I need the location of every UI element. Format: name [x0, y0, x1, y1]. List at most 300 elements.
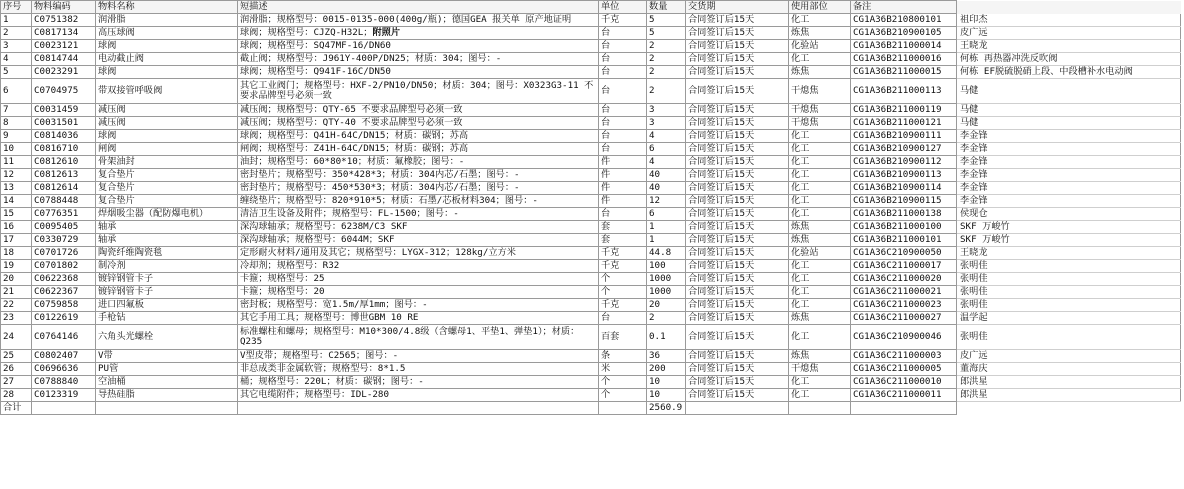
unit-cell[interactable]: [599, 117, 647, 130]
table-row[interactable]: [1, 286, 1181, 299]
department-cell[interactable]: [789, 79, 851, 104]
description-cell[interactable]: [238, 66, 599, 79]
description-cell[interactable]: [238, 286, 599, 299]
row-number-cell[interactable]: [1, 260, 32, 273]
quantity-cell[interactable]: [647, 169, 686, 182]
remark-cell[interactable]: [851, 350, 957, 363]
quantity-cell[interactable]: [647, 312, 686, 325]
description-cell[interactable]: [238, 376, 599, 389]
delivery-cell[interactable]: [686, 273, 789, 286]
table-row[interactable]: [1, 325, 1181, 350]
extra-note-cell[interactable]: 李金锋: [957, 195, 1181, 208]
material-name-cell[interactable]: [96, 234, 238, 247]
material-name-cell[interactable]: [96, 169, 238, 182]
row-number-cell[interactable]: [1, 389, 32, 402]
department-cell[interactable]: [789, 66, 851, 79]
material-code-cell[interactable]: [32, 104, 96, 117]
delivery-cell[interactable]: [686, 234, 789, 247]
unit-cell[interactable]: [599, 14, 647, 27]
row-number-cell[interactable]: [1, 273, 32, 286]
material-name-cell[interactable]: [96, 53, 238, 66]
department-cell[interactable]: [789, 273, 851, 286]
unit-cell[interactable]: [599, 130, 647, 143]
quantity-cell[interactable]: [647, 156, 686, 169]
material-code-cell[interactable]: [32, 260, 96, 273]
table-row[interactable]: [1, 312, 1181, 325]
extra-note-cell[interactable]: 王晓龙: [957, 40, 1181, 53]
material-name-cell[interactable]: [96, 221, 238, 234]
delivery-cell[interactable]: [686, 376, 789, 389]
delivery-cell[interactable]: [686, 27, 789, 40]
remark-cell[interactable]: [851, 234, 957, 247]
material-code-cell[interactable]: [32, 376, 96, 389]
description-cell[interactable]: [238, 79, 599, 104]
material-name-cell[interactable]: [96, 79, 238, 104]
quantity-cell[interactable]: [647, 104, 686, 117]
unit-cell[interactable]: [599, 260, 647, 273]
delivery-cell[interactable]: [686, 247, 789, 260]
description-cell[interactable]: [238, 182, 599, 195]
material-name-cell[interactable]: [96, 66, 238, 79]
unit-cell[interactable]: [599, 79, 647, 104]
department-cell[interactable]: [789, 169, 851, 182]
extra-note-cell[interactable]: 侯现仓: [957, 208, 1181, 221]
quantity-cell[interactable]: [647, 389, 686, 402]
unit-cell[interactable]: [599, 221, 647, 234]
unit-cell[interactable]: [599, 286, 647, 299]
extra-note-cell[interactable]: SKF 万峻竹: [957, 234, 1181, 247]
quantity-cell[interactable]: [647, 273, 686, 286]
delivery-cell[interactable]: [686, 350, 789, 363]
remark-cell[interactable]: [851, 247, 957, 260]
row-number-cell[interactable]: [1, 312, 32, 325]
table-row[interactable]: [1, 363, 1181, 376]
delivery-cell[interactable]: [686, 130, 789, 143]
description-cell[interactable]: [238, 156, 599, 169]
department-cell[interactable]: [789, 156, 851, 169]
row-number-cell[interactable]: [1, 40, 32, 53]
table-row[interactable]: [1, 27, 1181, 40]
row-number-cell[interactable]: [1, 376, 32, 389]
extra-note-cell[interactable]: 张明佳: [957, 325, 1181, 350]
delivery-cell[interactable]: [686, 221, 789, 234]
extra-note-cell[interactable]: 何栋 EF脱硫脱硝上段、中段槽补水电动阀: [957, 66, 1181, 79]
extra-note-cell[interactable]: 温学起: [957, 312, 1181, 325]
department-cell[interactable]: [789, 53, 851, 66]
row-number-cell[interactable]: [1, 117, 32, 130]
table-row[interactable]: [1, 208, 1181, 221]
material-code-cell[interactable]: [32, 208, 96, 221]
table-row[interactable]: [1, 389, 1181, 402]
material-code-cell[interactable]: [32, 66, 96, 79]
material-name-cell[interactable]: [96, 312, 238, 325]
material-name-cell[interactable]: [96, 104, 238, 117]
table-row[interactable]: [1, 182, 1181, 195]
extra-note-cell[interactable]: 马健: [957, 104, 1181, 117]
material-code-cell[interactable]: [32, 350, 96, 363]
delivery-cell[interactable]: [686, 389, 789, 402]
material-code-cell[interactable]: [32, 325, 96, 350]
delivery-cell[interactable]: [686, 79, 789, 104]
row-number-cell[interactable]: [1, 325, 32, 350]
department-cell[interactable]: [789, 130, 851, 143]
material-code-cell[interactable]: [32, 27, 96, 40]
extra-note-cell[interactable]: 祖印杰: [957, 14, 1181, 27]
quantity-cell[interactable]: [647, 286, 686, 299]
quantity-cell[interactable]: [647, 79, 686, 104]
quantity-cell[interactable]: [647, 53, 686, 66]
table-row[interactable]: [1, 66, 1181, 79]
row-number-cell[interactable]: [1, 66, 32, 79]
quantity-cell[interactable]: [647, 350, 686, 363]
material-code-cell[interactable]: [32, 286, 96, 299]
table-row[interactable]: [1, 104, 1181, 117]
quantity-cell[interactable]: [647, 325, 686, 350]
row-number-cell[interactable]: [1, 169, 32, 182]
table-row[interactable]: [1, 221, 1181, 234]
extra-note-cell[interactable]: 何栋 再热器冲洗反吹阀: [957, 53, 1181, 66]
material-name-cell[interactable]: [96, 40, 238, 53]
material-name-cell[interactable]: [96, 182, 238, 195]
department-cell[interactable]: [789, 117, 851, 130]
unit-cell[interactable]: [599, 27, 647, 40]
table-row[interactable]: [1, 14, 1181, 27]
department-cell[interactable]: [789, 40, 851, 53]
table-row[interactable]: [1, 156, 1181, 169]
department-cell[interactable]: [789, 195, 851, 208]
description-cell[interactable]: [238, 299, 599, 312]
row-number-cell[interactable]: [1, 130, 32, 143]
remark-cell[interactable]: [851, 221, 957, 234]
quantity-cell[interactable]: [647, 117, 686, 130]
row-number-cell[interactable]: [1, 363, 32, 376]
table-row[interactable]: [1, 376, 1181, 389]
unit-cell[interactable]: [599, 169, 647, 182]
description-cell[interactable]: [238, 234, 599, 247]
table-row[interactable]: [1, 273, 1181, 286]
department-cell[interactable]: [789, 234, 851, 247]
quantity-cell[interactable]: [647, 182, 686, 195]
unit-cell[interactable]: [599, 156, 647, 169]
unit-cell[interactable]: [599, 312, 647, 325]
department-cell[interactable]: [789, 104, 851, 117]
table-row[interactable]: [1, 247, 1181, 260]
table-row[interactable]: [1, 234, 1181, 247]
material-name-cell[interactable]: [96, 363, 238, 376]
department-cell[interactable]: [789, 27, 851, 40]
row-number-cell[interactable]: [1, 221, 32, 234]
extra-note-cell[interactable]: 李金锋: [957, 143, 1181, 156]
delivery-cell[interactable]: [686, 363, 789, 376]
remark-cell[interactable]: [851, 53, 957, 66]
description-cell[interactable]: [238, 104, 599, 117]
table-row[interactable]: [1, 130, 1181, 143]
department-cell[interactable]: [789, 208, 851, 221]
description-cell[interactable]: [238, 260, 599, 273]
row-number-cell[interactable]: [1, 14, 32, 27]
material-name-cell[interactable]: [96, 14, 238, 27]
material-name-cell[interactable]: [96, 260, 238, 273]
quantity-cell[interactable]: [647, 66, 686, 79]
department-cell[interactable]: [789, 389, 851, 402]
table-row[interactable]: [1, 143, 1181, 156]
extra-note-cell[interactable]: SKF 万峻竹: [957, 221, 1181, 234]
row-number-cell[interactable]: [1, 104, 32, 117]
remark-cell[interactable]: [851, 143, 957, 156]
extra-note-cell[interactable]: 张明佳: [957, 299, 1181, 312]
delivery-cell[interactable]: [686, 117, 789, 130]
extra-note-cell[interactable]: 马健: [957, 79, 1181, 104]
remark-cell[interactable]: [851, 376, 957, 389]
delivery-cell[interactable]: [686, 260, 789, 273]
row-number-cell[interactable]: [1, 208, 32, 221]
department-cell[interactable]: [789, 299, 851, 312]
row-number-cell[interactable]: [1, 286, 32, 299]
description-cell[interactable]: [238, 14, 599, 27]
remark-cell[interactable]: [851, 104, 957, 117]
material-code-cell[interactable]: [32, 169, 96, 182]
material-name-cell[interactable]: [96, 325, 238, 350]
material-code-cell[interactable]: [32, 53, 96, 66]
material-name-cell[interactable]: [96, 273, 238, 286]
material-code-cell[interactable]: [32, 79, 96, 104]
table-row[interactable]: [1, 40, 1181, 53]
row-number-cell[interactable]: [1, 156, 32, 169]
extra-note-cell[interactable]: 张明佳: [957, 273, 1181, 286]
row-number-cell[interactable]: [1, 234, 32, 247]
unit-cell[interactable]: [599, 234, 647, 247]
department-cell[interactable]: [789, 143, 851, 156]
material-name-cell[interactable]: [96, 299, 238, 312]
department-cell[interactable]: [789, 376, 851, 389]
table-row[interactable]: [1, 195, 1181, 208]
quantity-cell[interactable]: [647, 27, 686, 40]
remark-cell[interactable]: [851, 325, 957, 350]
material-code-cell[interactable]: [32, 299, 96, 312]
unit-cell[interactable]: [599, 325, 647, 350]
delivery-cell[interactable]: [686, 156, 789, 169]
description-cell[interactable]: [238, 247, 599, 260]
extra-note-cell[interactable]: 李金锋: [957, 169, 1181, 182]
table-row[interactable]: [1, 260, 1181, 273]
row-number-cell[interactable]: [1, 53, 32, 66]
department-cell[interactable]: [789, 312, 851, 325]
material-name-cell[interactable]: [96, 27, 238, 40]
remark-cell[interactable]: [851, 182, 957, 195]
quantity-cell[interactable]: [647, 208, 686, 221]
extra-note-cell[interactable]: 马健: [957, 117, 1181, 130]
material-name-cell[interactable]: [96, 247, 238, 260]
delivery-cell[interactable]: [686, 104, 789, 117]
row-number-cell[interactable]: [1, 27, 32, 40]
remark-cell[interactable]: [851, 363, 957, 376]
material-name-cell[interactable]: [96, 117, 238, 130]
material-code-cell[interactable]: [32, 389, 96, 402]
description-cell[interactable]: [238, 350, 599, 363]
department-cell[interactable]: [789, 182, 851, 195]
row-number-cell[interactable]: [1, 299, 32, 312]
table-row[interactable]: [1, 117, 1181, 130]
row-number-cell[interactable]: [1, 247, 32, 260]
table-row[interactable]: [1, 79, 1181, 104]
delivery-cell[interactable]: [686, 195, 789, 208]
material-code-cell[interactable]: [32, 156, 96, 169]
department-cell[interactable]: [789, 325, 851, 350]
unit-cell[interactable]: [599, 182, 647, 195]
remark-cell[interactable]: [851, 169, 957, 182]
extra-note-cell[interactable]: 张明佳: [957, 286, 1181, 299]
quantity-cell[interactable]: [647, 143, 686, 156]
remark-cell[interactable]: [851, 273, 957, 286]
remark-cell[interactable]: [851, 130, 957, 143]
remark-cell[interactable]: [851, 195, 957, 208]
delivery-cell[interactable]: [686, 299, 789, 312]
department-cell[interactable]: [789, 350, 851, 363]
material-code-cell[interactable]: [32, 273, 96, 286]
description-cell[interactable]: [238, 312, 599, 325]
department-cell[interactable]: [789, 221, 851, 234]
unit-cell[interactable]: [599, 195, 647, 208]
extra-note-cell[interactable]: 皮广远: [957, 27, 1181, 40]
description-cell[interactable]: [238, 221, 599, 234]
unit-cell[interactable]: [599, 66, 647, 79]
remark-cell[interactable]: [851, 208, 957, 221]
row-number-cell[interactable]: [1, 195, 32, 208]
description-cell[interactable]: [238, 273, 599, 286]
extra-note-cell[interactable]: 王晓龙: [957, 247, 1181, 260]
remark-cell[interactable]: [851, 14, 957, 27]
table-row[interactable]: [1, 350, 1181, 363]
quantity-cell[interactable]: [647, 363, 686, 376]
unit-cell[interactable]: [599, 389, 647, 402]
quantity-cell[interactable]: [647, 130, 686, 143]
delivery-cell[interactable]: [686, 169, 789, 182]
quantity-cell[interactable]: [647, 299, 686, 312]
material-name-cell[interactable]: [96, 130, 238, 143]
quantity-cell[interactable]: [647, 40, 686, 53]
unit-cell[interactable]: [599, 376, 647, 389]
row-number-cell[interactable]: [1, 143, 32, 156]
material-code-cell[interactable]: [32, 130, 96, 143]
unit-cell[interactable]: [599, 363, 647, 376]
unit-cell[interactable]: [599, 143, 647, 156]
material-code-cell[interactable]: [32, 195, 96, 208]
table-row[interactable]: [1, 299, 1181, 312]
extra-note-cell[interactable]: 李金锋: [957, 182, 1181, 195]
extra-note-cell[interactable]: 李金锋: [957, 156, 1181, 169]
material-name-cell[interactable]: [96, 208, 238, 221]
material-name-cell[interactable]: [96, 286, 238, 299]
material-code-cell[interactable]: [32, 143, 96, 156]
department-cell[interactable]: [789, 247, 851, 260]
unit-cell[interactable]: [599, 53, 647, 66]
remark-cell[interactable]: [851, 389, 957, 402]
remark-cell[interactable]: [851, 156, 957, 169]
quantity-cell[interactable]: [647, 247, 686, 260]
delivery-cell[interactable]: [686, 66, 789, 79]
unit-cell[interactable]: [599, 273, 647, 286]
remark-cell[interactable]: [851, 27, 957, 40]
department-cell[interactable]: [789, 286, 851, 299]
description-cell[interactable]: [238, 40, 599, 53]
extra-note-cell[interactable]: 郎洪星: [957, 389, 1181, 402]
delivery-cell[interactable]: [686, 14, 789, 27]
remark-cell[interactable]: [851, 299, 957, 312]
remark-cell[interactable]: [851, 66, 957, 79]
description-cell[interactable]: [238, 143, 599, 156]
material-code-cell[interactable]: [32, 363, 96, 376]
unit-cell[interactable]: [599, 40, 647, 53]
material-code-cell[interactable]: [32, 247, 96, 260]
remark-cell[interactable]: [851, 260, 957, 273]
material-code-cell[interactable]: [32, 40, 96, 53]
delivery-cell[interactable]: [686, 53, 789, 66]
department-cell[interactable]: [789, 260, 851, 273]
description-cell[interactable]: [238, 195, 599, 208]
table-row[interactable]: [1, 169, 1181, 182]
quantity-cell[interactable]: [647, 234, 686, 247]
row-number-cell[interactable]: [1, 350, 32, 363]
quantity-cell[interactable]: [647, 195, 686, 208]
delivery-cell[interactable]: [686, 40, 789, 53]
unit-cell[interactable]: [599, 247, 647, 260]
extra-note-cell[interactable]: 张明佳: [957, 260, 1181, 273]
remark-cell[interactable]: [851, 312, 957, 325]
description-cell[interactable]: [238, 53, 599, 66]
description-cell[interactable]: [238, 363, 599, 376]
quantity-cell[interactable]: [647, 14, 686, 27]
description-cell[interactable]: [238, 169, 599, 182]
unit-cell[interactable]: [599, 299, 647, 312]
row-number-cell[interactable]: [1, 79, 32, 104]
quantity-cell[interactable]: [647, 260, 686, 273]
delivery-cell[interactable]: [686, 182, 789, 195]
delivery-cell[interactable]: [686, 312, 789, 325]
extra-note-cell[interactable]: 皮广远: [957, 350, 1181, 363]
delivery-cell[interactable]: [686, 286, 789, 299]
material-name-cell[interactable]: [96, 350, 238, 363]
remark-cell[interactable]: [851, 286, 957, 299]
row-number-cell[interactable]: [1, 182, 32, 195]
quantity-cell[interactable]: [647, 221, 686, 234]
material-name-cell[interactable]: [96, 156, 238, 169]
table-row[interactable]: [1, 53, 1181, 66]
material-code-cell[interactable]: [32, 221, 96, 234]
remark-cell[interactable]: [851, 79, 957, 104]
delivery-cell[interactable]: [686, 208, 789, 221]
material-code-cell[interactable]: [32, 182, 96, 195]
material-code-cell[interactable]: [32, 234, 96, 247]
description-cell[interactable]: [238, 389, 599, 402]
extra-note-cell[interactable]: 郎洪星: [957, 376, 1181, 389]
extra-note-cell[interactable]: 董海庆: [957, 363, 1181, 376]
delivery-cell[interactable]: [686, 143, 789, 156]
description-cell[interactable]: [238, 325, 599, 350]
delivery-cell[interactable]: [686, 325, 789, 350]
description-cell[interactable]: [238, 117, 599, 130]
material-name-cell[interactable]: [96, 389, 238, 402]
material-name-cell[interactable]: [96, 376, 238, 389]
extra-note-cell[interactable]: 李金锋: [957, 130, 1181, 143]
description-cell[interactable]: [238, 27, 599, 40]
remark-cell[interactable]: [851, 117, 957, 130]
material-code-cell[interactable]: [32, 312, 96, 325]
unit-cell[interactable]: [599, 104, 647, 117]
material-name-cell[interactable]: [96, 143, 238, 156]
material-code-cell[interactable]: [32, 117, 96, 130]
material-code-cell[interactable]: [32, 14, 96, 27]
quantity-cell[interactable]: [647, 376, 686, 389]
